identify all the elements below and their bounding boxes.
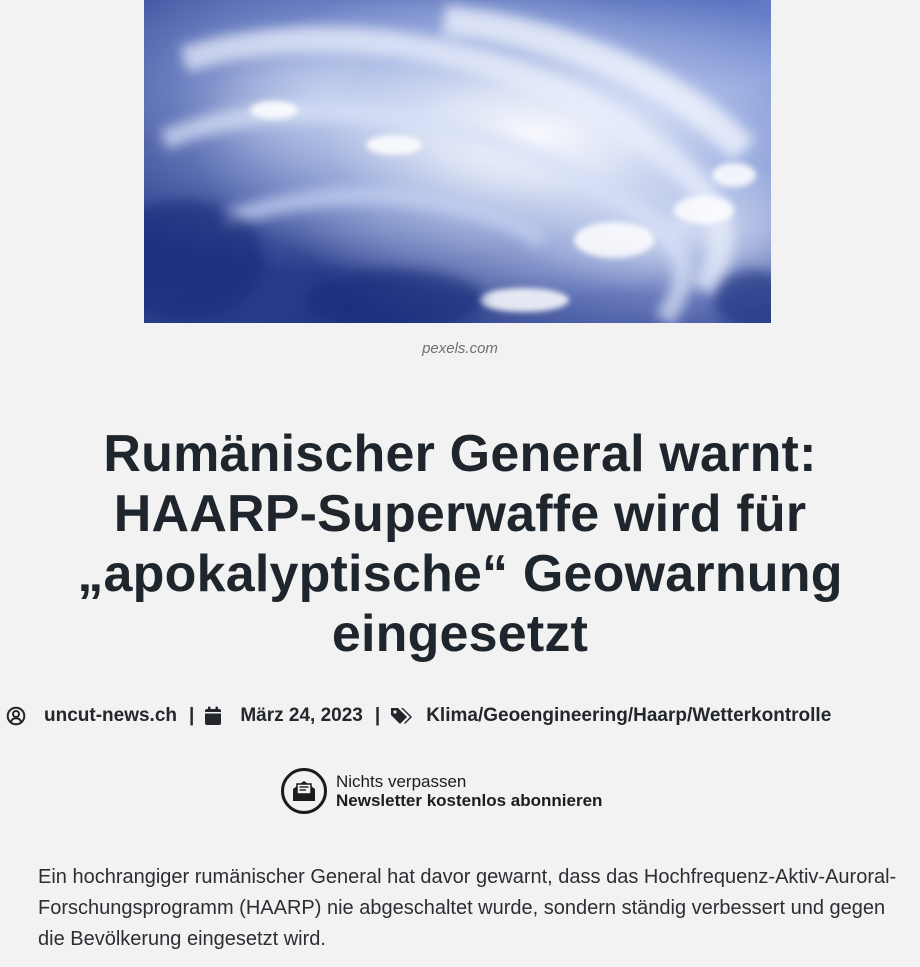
article-hero-image xyxy=(144,0,771,323)
tags-icon xyxy=(390,706,416,726)
envelope-open-icon xyxy=(281,768,327,814)
author-link[interactable]: uncut-news.ch xyxy=(44,705,178,726)
newsletter-tagline: Nichts verpassen xyxy=(336,772,467,791)
article-meta xyxy=(6,701,916,731)
meta-separator: | xyxy=(374,705,381,726)
title-line: „apokalyptische“ Geowarnung xyxy=(77,545,843,603)
storm-clouds-image xyxy=(144,0,771,323)
calendar-icon xyxy=(204,706,222,726)
newsletter-text xyxy=(336,772,602,810)
category-links[interactable]: Klima/Geoengineering/Haarp/Wetterkontrolle xyxy=(426,705,832,726)
title-line: HAARP-Superwaffe wird für xyxy=(113,485,807,543)
user-circle-icon xyxy=(6,706,26,726)
title-line: Rumänischer General warnt: xyxy=(103,425,817,483)
post-date: März 24, 2023 xyxy=(240,705,363,726)
meta-separator: | xyxy=(189,705,195,726)
newsletter-signup-button[interactable] xyxy=(281,768,602,814)
article-intro-paragraph: Ein hochrangiger rumänischer General hat davor gewarnt, dass das Hochfrequenz-Aktiv-Auroral-Forschungsprogramm (HAARP) nie abgeschaltet wurde, sondern ständig verbessert und gegen die Bevölkerung eingesetzt wird. xyxy=(38,866,897,950)
newsletter-subscribe-label: Newsletter kostenlos abonnieren xyxy=(336,791,603,810)
title-line: eingesetzt xyxy=(331,605,589,663)
article-title xyxy=(20,424,900,664)
image-caption: pexels.com xyxy=(422,340,498,357)
